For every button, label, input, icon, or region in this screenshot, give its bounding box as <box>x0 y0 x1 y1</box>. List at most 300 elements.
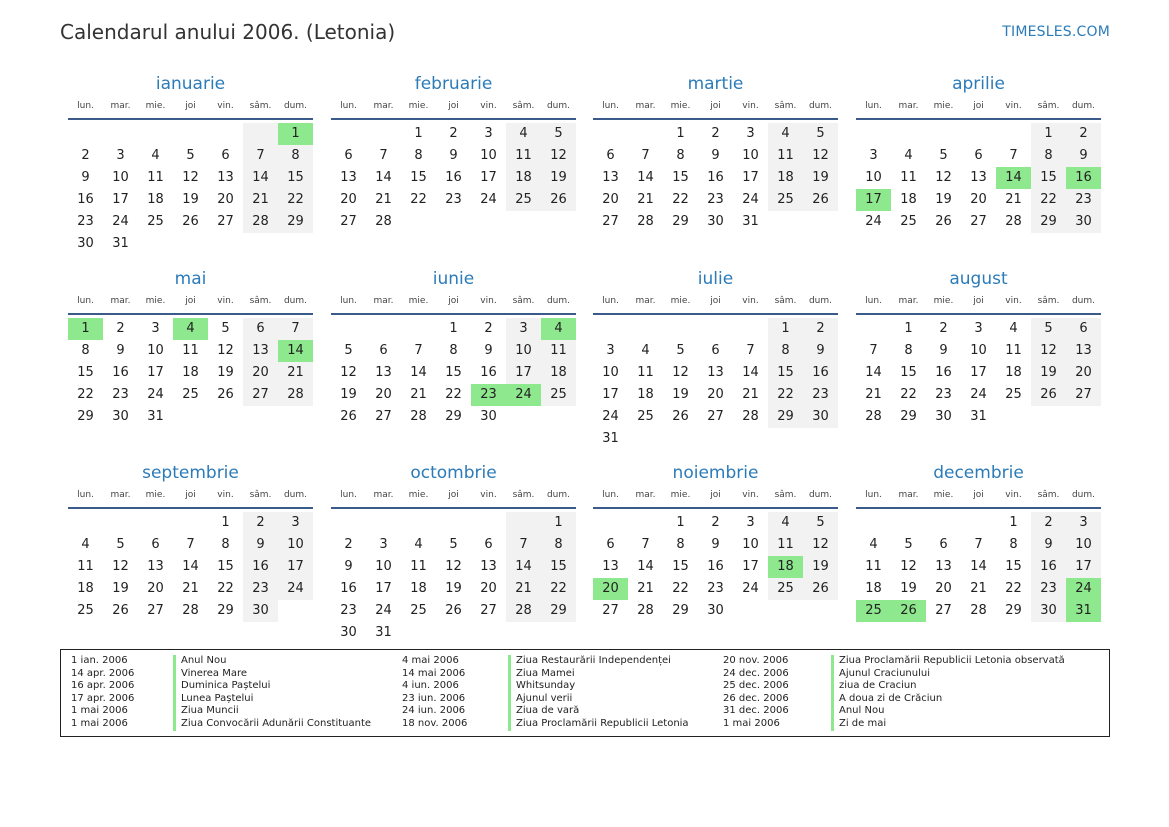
weekday-label: joi <box>973 490 984 500</box>
week-row <box>68 600 313 622</box>
day-cell: 14 <box>996 167 1031 189</box>
day-cell: 15 <box>445 365 462 380</box>
day-cell: 30 <box>340 625 357 640</box>
header-rule <box>856 507 1101 509</box>
weekday-label: lun. <box>602 490 619 500</box>
day-cell: 22 <box>445 387 462 402</box>
empty-cell <box>1031 406 1066 428</box>
holiday-entry <box>61 705 1109 718</box>
weekday-label: lun. <box>340 490 357 500</box>
day-cell: 16 <box>935 365 952 380</box>
day-cell: 30 <box>1066 211 1101 233</box>
week-row <box>331 512 576 534</box>
day-cell: 12 <box>445 559 462 574</box>
day-cell: 29 <box>900 409 917 424</box>
weekday-label: mar. <box>635 490 656 500</box>
empty-cell <box>733 428 768 450</box>
day-cell: 19 <box>803 556 838 578</box>
day-cell: 6 <box>379 343 388 358</box>
day-cell: 19 <box>900 581 917 596</box>
empty-cell <box>436 512 471 534</box>
day-cell: 25 <box>768 578 803 600</box>
holiday-date: 1 mai 2006 <box>71 718 128 729</box>
day-cell: 21 <box>742 387 759 402</box>
day-cell: 12 <box>340 365 357 380</box>
week-row <box>68 406 313 428</box>
day-cell: 24 <box>865 214 882 229</box>
holiday-entry <box>61 680 1109 693</box>
day-cell: 18 <box>77 581 94 596</box>
day-cell: 11 <box>865 559 882 574</box>
day-cell: 11 <box>637 365 654 380</box>
day-cell: 6 <box>606 537 615 552</box>
day-cell: 3 <box>746 515 755 530</box>
week-row <box>593 428 838 450</box>
day-cell: 31 <box>147 409 164 424</box>
empty-cell <box>401 318 436 340</box>
weekday-label: sâm. <box>512 101 535 111</box>
empty-cell <box>593 123 628 145</box>
day-cell: 27 <box>935 603 952 618</box>
day-cell: 3 <box>746 126 755 141</box>
day-cell: 28 <box>182 603 199 618</box>
day-cell: 8 <box>278 145 313 167</box>
day-cell: 8 <box>414 148 423 163</box>
holiday-name: Ziua Mamei <box>508 668 575 681</box>
month-name: mai <box>174 269 207 289</box>
day-cell: 6 <box>344 148 353 163</box>
week-row <box>593 362 838 384</box>
day-cell: 16 <box>707 170 724 185</box>
day-cell: 22 <box>672 192 689 207</box>
weekday-label: mar. <box>898 101 919 111</box>
weekday-label: mar. <box>373 296 394 306</box>
holiday-name: Anul Nou <box>173 655 226 668</box>
day-cell: 31 <box>1066 600 1101 622</box>
day-cell: 30 <box>243 600 278 622</box>
empty-cell <box>663 318 698 340</box>
day-cell: 5 <box>449 537 458 552</box>
day-cell: 29 <box>541 600 576 622</box>
day-cell: 20 <box>147 581 164 596</box>
day-cell: 12 <box>803 534 838 556</box>
holiday-date: 1 ian. 2006 <box>71 655 128 666</box>
week-row <box>593 189 838 211</box>
week-row <box>68 384 313 406</box>
week-row <box>68 167 313 189</box>
day-cell: 25 <box>506 189 541 211</box>
empty-cell <box>891 123 926 145</box>
empty-cell <box>506 512 541 534</box>
week-row <box>331 578 576 600</box>
empty-cell <box>768 211 803 233</box>
day-cell: 21 <box>637 192 654 207</box>
day-cell: 2 <box>449 126 458 141</box>
day-cell: 9 <box>484 343 493 358</box>
day-cell: 6 <box>711 343 720 358</box>
empty-cell <box>401 622 436 644</box>
day-cell: 20 <box>243 362 278 384</box>
day-cell: 20 <box>707 387 724 402</box>
week-row <box>593 578 838 600</box>
holiday-name: Duminica Paștelui <box>173 680 270 693</box>
day-cell: 13 <box>147 559 164 574</box>
weekday-label: mar. <box>635 101 656 111</box>
day-cell: 7 <box>506 534 541 556</box>
day-cell: 4 <box>414 537 423 552</box>
empty-cell <box>698 428 733 450</box>
site-link[interactable]: TIMESLES.COM <box>1002 24 1110 40</box>
day-cell: 1 <box>904 321 913 336</box>
day-cell: 1 <box>1009 515 1018 530</box>
weekday-label: mar. <box>635 296 656 306</box>
day-cell: 29 <box>768 406 803 428</box>
day-cell: 9 <box>81 170 90 185</box>
month-name: ianuarie <box>155 74 226 94</box>
day-cell: 9 <box>116 343 125 358</box>
week-row <box>593 512 838 534</box>
holiday-date: 4 iun. 2006 <box>402 680 459 692</box>
day-cell: 10 <box>147 343 164 358</box>
day-cell: 20 <box>593 578 628 600</box>
day-cell: 18 <box>637 387 654 402</box>
week-row <box>331 556 576 578</box>
day-cell: 5 <box>541 123 576 145</box>
month-august <box>856 267 1101 428</box>
day-cell: 31 <box>742 214 759 229</box>
weekday-label: mar. <box>110 101 131 111</box>
empty-cell <box>103 512 138 534</box>
week-row <box>331 145 576 167</box>
weekday-label: dum. <box>546 101 571 111</box>
day-cell: 12 <box>1031 340 1066 362</box>
day-cell: 4 <box>506 123 541 145</box>
day-cell: 5 <box>803 123 838 145</box>
empty-cell <box>1066 406 1101 428</box>
empty-cell <box>208 233 243 255</box>
day-cell: 1 <box>414 126 423 141</box>
holiday-date: 14 mai 2006 <box>402 667 466 679</box>
day-cell: 16 <box>803 362 838 384</box>
day-cell: 12 <box>935 170 952 185</box>
empty-cell <box>733 318 768 340</box>
weekday-label: lun. <box>602 296 619 306</box>
day-cell: 17 <box>375 581 392 596</box>
day-cell: 14 <box>865 365 882 380</box>
day-cell: 25 <box>768 189 803 211</box>
weekday-label: mar. <box>898 490 919 500</box>
holiday-entry <box>61 655 1109 668</box>
holiday-legend <box>60 649 1110 737</box>
empty-cell <box>996 123 1031 145</box>
day-cell: 25 <box>1005 387 1022 402</box>
weekday-label: lun. <box>865 101 882 111</box>
empty-cell <box>996 406 1031 428</box>
day-cell: 3 <box>606 343 615 358</box>
day-cell: 29 <box>77 409 94 424</box>
weekday-label: joi <box>448 490 459 500</box>
empty-cell <box>698 318 733 340</box>
weekday-label: lun. <box>865 296 882 306</box>
weekday-label: sâm. <box>512 296 535 306</box>
day-cell: 5 <box>676 343 685 358</box>
day-cell: 8 <box>1031 145 1066 167</box>
week-row <box>331 211 576 233</box>
day-cell: 7 <box>746 343 755 358</box>
day-cell: 23 <box>471 384 506 406</box>
day-cell: 5 <box>803 512 838 534</box>
weekday-label: lun. <box>865 490 882 500</box>
holiday-date: 23 iun. 2006 <box>402 692 466 704</box>
month-name: februarie <box>414 74 493 94</box>
day-cell: 5 <box>344 343 353 358</box>
header-rule <box>593 313 838 315</box>
day-cell: 29 <box>672 214 689 229</box>
day-cell: 7 <box>974 537 983 552</box>
weekday-label: dum. <box>546 490 571 500</box>
day-cell: 24 <box>375 603 392 618</box>
day-cell: 25 <box>147 214 164 229</box>
day-cell: 2 <box>81 148 90 163</box>
day-cell: 23 <box>1031 578 1066 600</box>
day-cell: 22 <box>1005 581 1022 596</box>
weekday-label: sâm. <box>774 490 797 500</box>
day-cell: 28 <box>742 409 759 424</box>
day-cell: 26 <box>541 189 576 211</box>
weekday-label: dum. <box>283 101 308 111</box>
day-cell: 7 <box>414 343 423 358</box>
holiday-date: 24 iun. 2006 <box>402 705 466 717</box>
weekday-label: mar. <box>373 101 394 111</box>
day-cell: 3 <box>484 126 493 141</box>
day-cell: 2 <box>1066 123 1101 145</box>
empty-cell <box>436 211 471 233</box>
day-cell: 28 <box>243 211 278 233</box>
weekday-label: sâm. <box>249 101 272 111</box>
week-row <box>593 123 838 145</box>
weekday-label: sâm. <box>249 296 272 306</box>
empty-cell <box>366 123 401 145</box>
day-cell: 16 <box>243 556 278 578</box>
week-row <box>856 600 1101 622</box>
holiday-name: Whitsunday <box>508 680 575 693</box>
day-cell: 6 <box>1066 318 1101 340</box>
day-cell: 15 <box>768 362 803 384</box>
day-cell: 28 <box>637 603 654 618</box>
empty-cell <box>506 211 541 233</box>
day-cell: 17 <box>112 192 129 207</box>
day-cell: 14 <box>375 170 392 185</box>
day-cell: 12 <box>217 343 234 358</box>
empty-cell <box>173 512 208 534</box>
day-cell: 20 <box>602 192 619 207</box>
day-cell: 8 <box>768 340 803 362</box>
week-row <box>331 406 576 428</box>
day-cell: 4 <box>768 512 803 534</box>
day-cell: 28 <box>410 409 427 424</box>
week-row <box>331 362 576 384</box>
day-cell: 24 <box>112 214 129 229</box>
day-cell: 1 <box>221 515 230 530</box>
day-cell: 13 <box>707 365 724 380</box>
day-cell: 13 <box>935 559 952 574</box>
month-decembrie <box>856 461 1101 622</box>
day-cell: 27 <box>707 409 724 424</box>
empty-cell <box>278 600 313 622</box>
day-cell: 9 <box>939 343 948 358</box>
day-cell: 28 <box>1005 214 1022 229</box>
day-cell: 29 <box>1031 211 1066 233</box>
day-cell: 15 <box>672 170 689 185</box>
day-cell: 4 <box>541 318 576 340</box>
week-row <box>856 145 1101 167</box>
week-row <box>68 123 313 145</box>
weekday-label: mar. <box>898 296 919 306</box>
day-cell: 25 <box>900 214 917 229</box>
day-cell: 11 <box>77 559 94 574</box>
day-cell: 19 <box>803 167 838 189</box>
day-cell: 5 <box>904 537 913 552</box>
weekday-label: vin. <box>742 490 759 500</box>
empty-cell <box>663 428 698 450</box>
day-cell: 17 <box>742 559 759 574</box>
day-cell: 1 <box>768 318 803 340</box>
empty-cell <box>471 211 506 233</box>
empty-cell <box>628 123 663 145</box>
day-cell: 15 <box>541 556 576 578</box>
day-cell: 3 <box>278 512 313 534</box>
day-cell: 25 <box>541 384 576 406</box>
month-name: septembrie <box>142 463 239 483</box>
day-cell: 14 <box>742 365 759 380</box>
day-cell: 2 <box>711 515 720 530</box>
day-cell: 17 <box>602 387 619 402</box>
day-cell: 17 <box>147 365 164 380</box>
week-row <box>68 556 313 578</box>
day-cell: 18 <box>1005 365 1022 380</box>
day-cell: 4 <box>869 537 878 552</box>
day-cell: 12 <box>672 365 689 380</box>
header-rule <box>331 118 576 120</box>
day-cell: 28 <box>970 603 987 618</box>
weekday-label: dum. <box>808 296 833 306</box>
day-cell: 29 <box>217 603 234 618</box>
empty-cell <box>506 622 541 644</box>
day-cell: 26 <box>182 214 199 229</box>
week-row <box>331 167 576 189</box>
header-rule <box>331 507 576 509</box>
day-cell: 30 <box>707 603 724 618</box>
week-row <box>856 556 1101 578</box>
day-cell: 6 <box>484 537 493 552</box>
day-cell: 2 <box>484 321 493 336</box>
month-name: noiembrie <box>672 463 759 483</box>
day-cell: 19 <box>1031 362 1066 384</box>
day-cell: 19 <box>112 581 129 596</box>
day-cell: 26 <box>445 603 462 618</box>
day-cell: 21 <box>278 362 313 384</box>
week-row <box>856 340 1101 362</box>
day-cell: 12 <box>803 145 838 167</box>
day-cell: 1 <box>68 318 103 340</box>
day-cell: 22 <box>1031 189 1066 211</box>
empty-cell <box>926 123 961 145</box>
day-cell: 18 <box>541 362 576 384</box>
empty-cell <box>243 123 278 145</box>
weekday-label: joi <box>973 296 984 306</box>
empty-cell <box>803 211 838 233</box>
day-cell: 26 <box>803 578 838 600</box>
day-cell: 14 <box>278 340 313 362</box>
empty-cell <box>138 233 173 255</box>
day-cell: 12 <box>112 559 129 574</box>
day-cell: 6 <box>243 318 278 340</box>
month-name: decembrie <box>933 463 1024 483</box>
day-cell: 10 <box>970 343 987 358</box>
day-cell: 15 <box>410 170 427 185</box>
month-mai <box>68 267 313 428</box>
day-cell: 13 <box>1066 340 1101 362</box>
day-cell: 15 <box>672 559 689 574</box>
weekday-header <box>856 96 1101 116</box>
week-row <box>68 189 313 211</box>
holiday-name: Ziua Proclamării Republicii Letonia observată <box>831 655 1065 668</box>
day-cell: 9 <box>449 148 458 163</box>
day-cell: 29 <box>672 603 689 618</box>
week-row <box>856 534 1101 556</box>
weekday-label: lun. <box>77 101 94 111</box>
day-cell: 26 <box>1031 384 1066 406</box>
day-cell: 22 <box>77 387 94 402</box>
week-row <box>856 189 1101 211</box>
day-cell: 13 <box>375 365 392 380</box>
weekday-header <box>593 291 838 311</box>
day-cell: 21 <box>637 581 654 596</box>
day-cell: 9 <box>243 534 278 556</box>
weekday-label: mie. <box>670 101 691 111</box>
weekday-label: sâm. <box>1037 101 1060 111</box>
day-cell: 8 <box>676 537 685 552</box>
day-cell: 26 <box>672 409 689 424</box>
weekday-header <box>331 291 576 311</box>
empty-cell <box>243 233 278 255</box>
week-row <box>593 145 838 167</box>
week-row <box>68 512 313 534</box>
day-cell: 4 <box>1009 321 1018 336</box>
weekday-label: joi <box>710 101 721 111</box>
day-cell: 3 <box>1066 512 1101 534</box>
day-cell: 5 <box>939 148 948 163</box>
weekday-label: mar. <box>110 490 131 500</box>
week-row <box>856 512 1101 534</box>
day-cell: 26 <box>217 387 234 402</box>
day-cell: 3 <box>506 318 541 340</box>
day-cell: 28 <box>506 600 541 622</box>
day-cell: 16 <box>112 365 129 380</box>
day-cell: 27 <box>602 603 619 618</box>
empty-cell <box>471 622 506 644</box>
weekday-label: mie. <box>408 296 429 306</box>
day-cell: 6 <box>221 148 230 163</box>
day-cell: 28 <box>865 409 882 424</box>
day-cell: 19 <box>935 192 952 207</box>
day-cell: 10 <box>865 170 882 185</box>
day-cell: 19 <box>217 365 234 380</box>
day-cell: 7 <box>379 148 388 163</box>
holiday-name: Ziua Muncii <box>173 705 239 718</box>
month-februarie <box>331 72 576 233</box>
weekday-label: mie. <box>670 296 691 306</box>
